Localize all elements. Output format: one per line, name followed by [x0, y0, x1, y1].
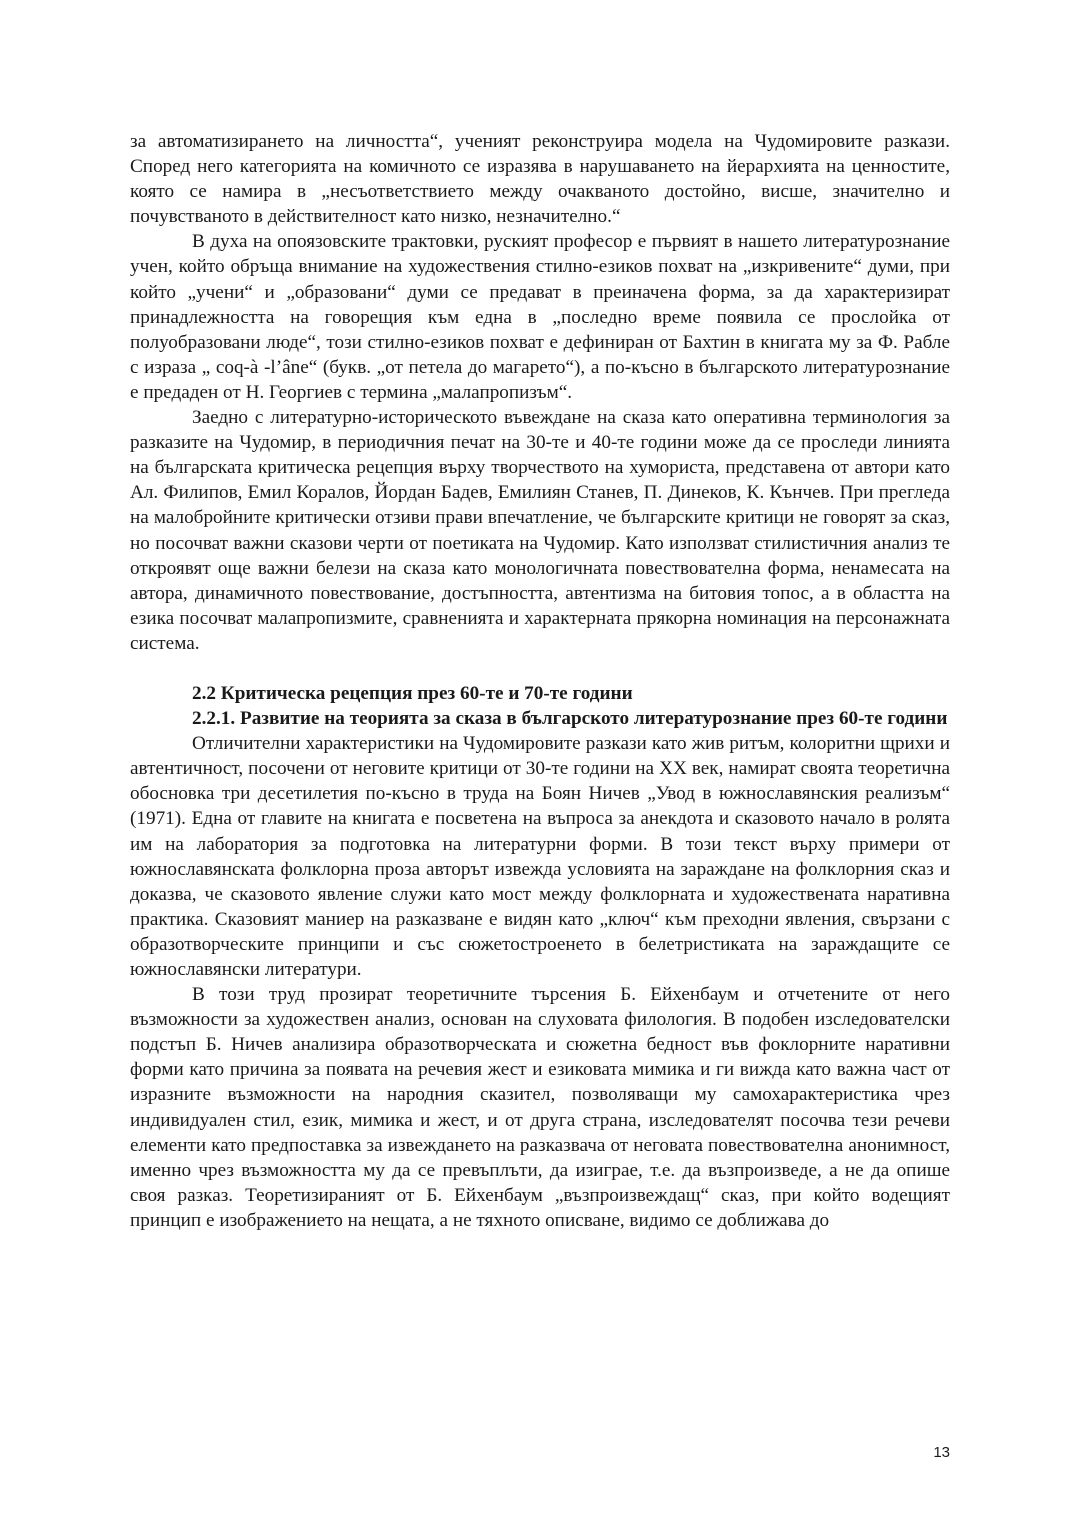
page-number: 13 [933, 1444, 950, 1461]
paragraph-4: Отличителни характеристики на Чудомировите разкази като жив ритъм, колоритни щрихи и автентичност, посочени от неговите критици от 30-те години на XX век, намират своята теоретична обосновка три десетилетия по-късно в труда на Боян Ничев „Увод в южнославянския реализъм“ (1971). Една от главите на книгата е посветена на въпроса за анекдота и сказовото начало в ролята им на лаборатория за подготовка на литературни форми. В този текст върху примери от южнославянската фолклорна проза авторът извежда условията на зараждане на фолклорния сказ и доказва, че сказовото явление служи като мост между фолклорната и художествената наративна практика. Сказовият маниер на разказване е видян като „ключ“ към преходни явления, свързани с образотворческите принципи и със сюжетостроенето в белетристиката на зараждащите се южнославянски литератури. [130, 733, 950, 980]
subsection-heading: 2.2.1. Развитие на теорията за сказа в българското литературознание през 60-те години [192, 708, 948, 730]
section-heading: 2.2 Критическа рецепция през 60-те и 70-те години [192, 682, 633, 704]
paragraph-1: за автоматизирането на личността“, ученият реконструира модела на Чудомировите разкази. Според него категорията на комичното се изразява в нарушаването на йерархията на ценностите, която се намира в „несъответствието между очакваното достойно, висше, значително и почувстваното в действителност като низко, незначително.“ [130, 131, 950, 228]
paragraph-3: Заедно с литературно-историческото въвеждане на сказа като оперативна терминология за разказите на Чудомир, в периодичния печат на 30-те и 40-те години може да се проследи линията на българската критическа рецепция върху творчеството на хумориста, представена от автори като Ал. Филипов, Емил Коралов, Йордан Бадев, Емилиян Станев, П. Динеков, К. Кънчев. При прегледа на малобройните критически отзиви прави впечатление, че българските критици не говорят за сказ, но посочват важни сказови черти от поетиката на Чудомир. Като използват стилистичния анализ те откроявят още важни белези на сказа като монологичната повествователна форма, ненамесата на автора, динамичното повествование, достъпността, автентизма на битовия топос, а в областта на езика посочват малапропизмите, сравненията и характерната прякорна номинация на персонажната система. [130, 407, 950, 654]
paragraph-5: В този труд прозират теоретичните търсения Б. Ейхенбаум и отчетените от него възможности за художествен анализ, основан на слуховата филология. В подобен изследователски подстъп Б. Ничев анализира образотворческата и сюжетна бедност във фоклорните наративни форми като причина за появата на речевия жест и езиковата мимика и ги вижда като важна част от изразните възможности на народния сказител, позволяващи му самохарактеристика чрез индивидуален стил, език, мимика и жест, и от друга страна, изследователят посочва тези речеви елементи като предпоставка за извеждането на разказвача от неговата повествователна анонимност, именно чрез възможността му да се превъплъти, да изиграе, т.е. да възпроизведе, а не да опише своя разказ. Теоретизираният от Б. Ейхенбаум „възпроизвеждащ“ сказ, при който водещият принцип е изображението на нещата, а не тяхното описване, видимо се доближава до [130, 984, 950, 1231]
section-spacer [130, 656, 950, 681]
paragraph-2: В духа на опоязовските трактовки, руският професор е първият в нашето литературознание учен, който обръща внимание на художествения стилно-езиков похват на „изкривените“ думи, при който „учени“ и „образовани“ думи се предават в преиначена форма, за да характеризират принадлежността на говорещия към една в „последно време появила се прослойка от полуобразовани люде“, този стилно-езиков похват е дефиниран от Бахтин в книгата му за Ф. Рабле с израза „ coq-à -l’âne“ (букв. „от петела до магарето“), а по-късно в българското литературознание е предаден от Н. Георгиев с термина „малапропизъм“. [130, 231, 950, 403]
document-body [130, 129, 950, 1233]
